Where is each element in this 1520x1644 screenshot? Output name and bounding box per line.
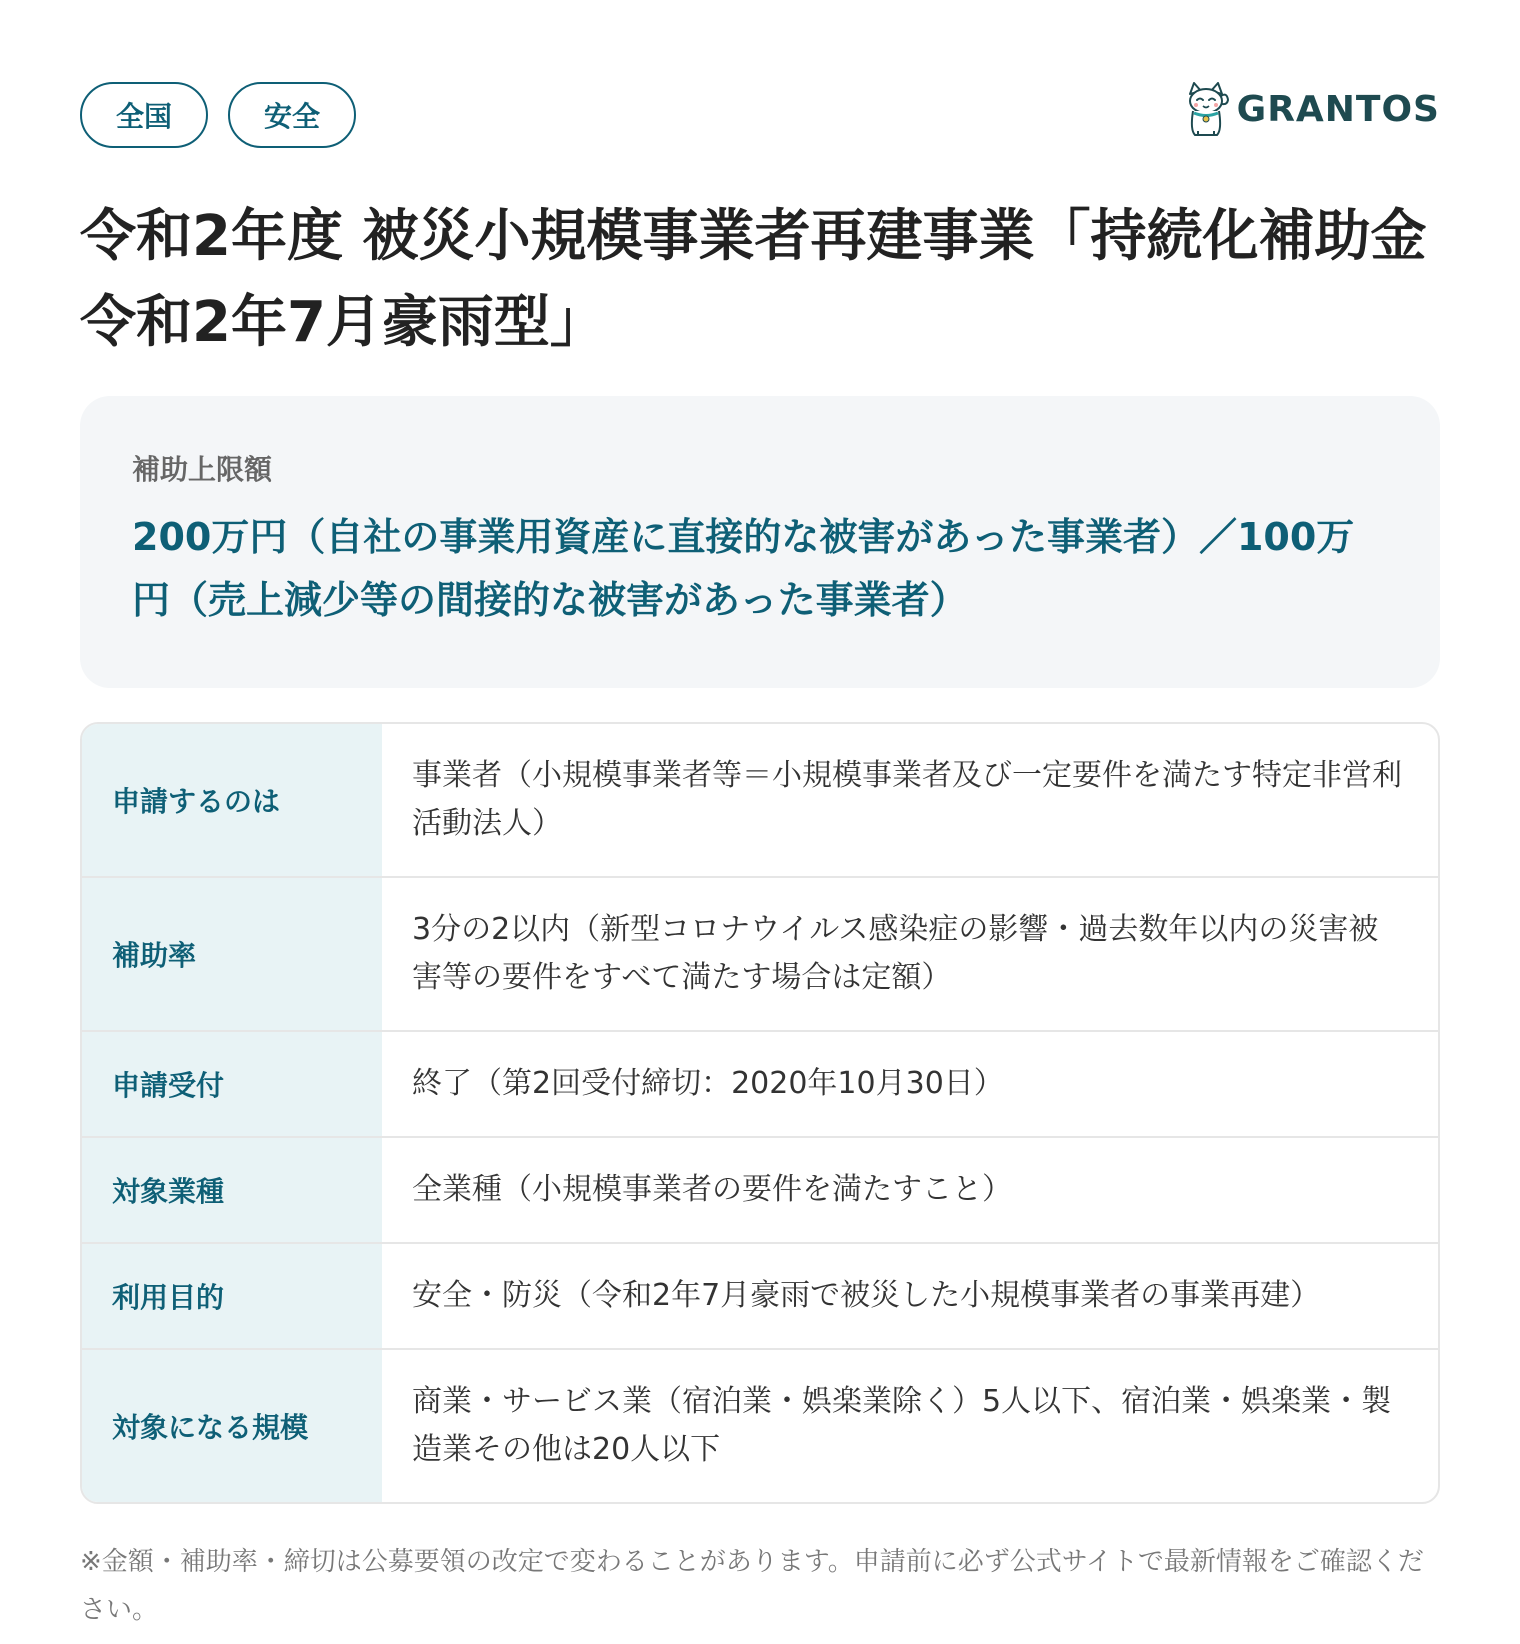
- row-value-applicant: 事業者（小規模事業者等＝小規模事業者及び一定要件を満たす特定非営利活動法人）: [412, 758, 1402, 841]
- row-value-subsidy-rate: 3分の2以内（新型コロナウイルス感染症の影響・過去数年以内の災害被害等の要件をすべて満たす場合は定額）: [412, 912, 1379, 995]
- row-value-purpose: 安全・防災（令和2年7月豪雨で被災した小規模事業者の事業再建）: [412, 1278, 1321, 1313]
- lucky-cat-icon: [1181, 80, 1231, 138]
- table-row: [82, 1030, 1438, 1136]
- row-key-purpose: 利用目的: [82, 1244, 382, 1348]
- subsidy-limit-value: 200万円（自社の事業用資産に直接的な被害があった事業者）／100万円（売上減少等の間接的な被害があった事業者）: [132, 515, 1355, 622]
- table-row: [82, 1348, 1438, 1502]
- subsidy-limit-label: 補助上限額: [132, 453, 273, 486]
- brand-logo: [1181, 80, 1440, 138]
- brand-name: GRANTOS: [1236, 88, 1440, 130]
- disclaimer-note: ※金額・補助率・締切は公募要領の改定で変わることがあります。申請前に必ず公式サイトで最新情報をご確認ください。: [80, 1547, 1424, 1625]
- row-key-application-period: 申請受付: [82, 1032, 382, 1136]
- tag-list: [80, 82, 356, 148]
- table-row: [82, 1136, 1438, 1242]
- row-value-application-period: 終了（第2回受付締切：2020年10月30日）: [412, 1066, 1004, 1101]
- header-row: [80, 80, 1440, 150]
- table-row: [82, 1242, 1438, 1348]
- table-row: [82, 876, 1438, 1030]
- row-key-industry: 対象業種: [82, 1138, 382, 1242]
- details-table: [80, 722, 1440, 1504]
- tag-purpose[interactable]: 安全: [228, 82, 356, 148]
- tag-region[interactable]: 全国: [80, 82, 208, 148]
- row-value-industry: 全業種（小規模事業者の要件を満たすこと）: [412, 1172, 1012, 1207]
- row-key-applicant: 申請するのは: [82, 724, 382, 876]
- row-key-scale: 対象になる規模: [82, 1350, 382, 1502]
- page-title: 令和2年度 被災小規模事業者再建事業「持続化補助金令和2年7月豪雨型」: [80, 204, 1427, 355]
- table-row: [82, 724, 1438, 876]
- row-value-scale: 商業・サービス業（宿泊業・娯楽業除く）5人以下、宿泊業・娯楽業・製造業その他は20人以下: [412, 1384, 1392, 1467]
- subsidy-limit-box: [80, 396, 1440, 688]
- row-key-subsidy-rate: 補助率: [82, 878, 382, 1030]
